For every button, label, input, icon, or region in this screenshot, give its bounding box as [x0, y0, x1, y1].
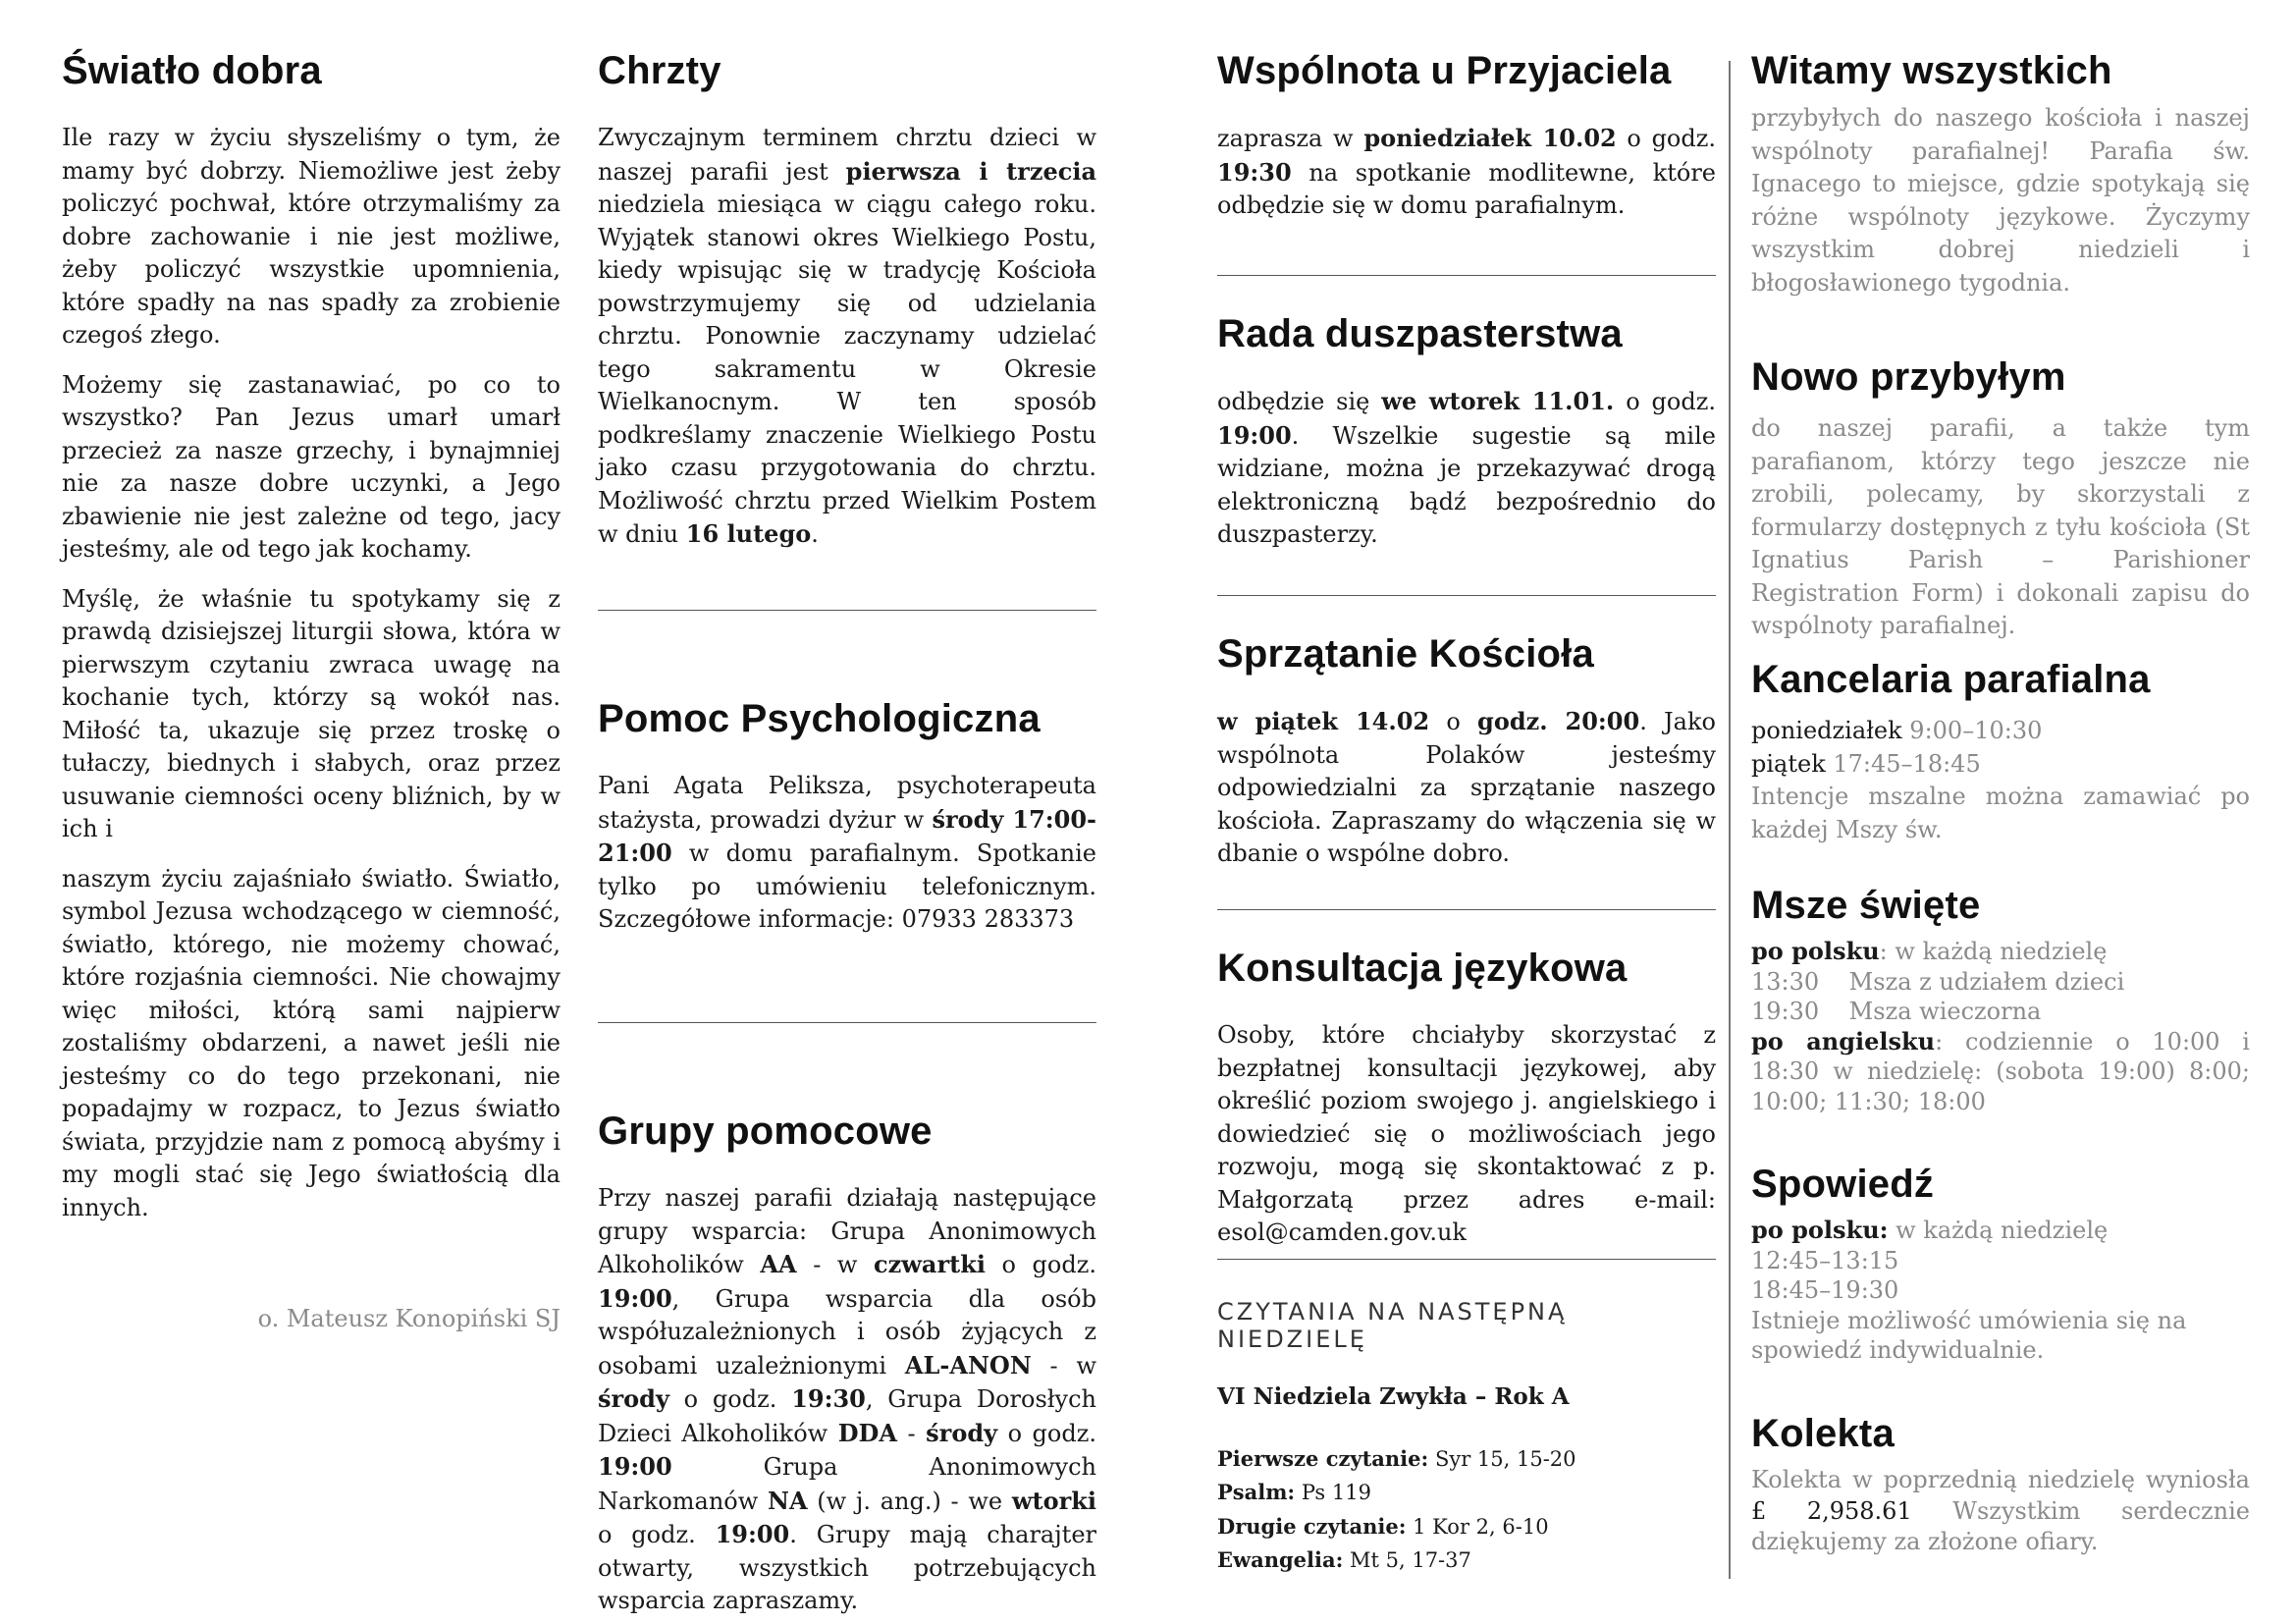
section-title-wspolnota: Wspólnota u Przyjaciela — [1217, 49, 1672, 92]
konsultacja-text: Osoby, które chciałyby skorzystać z bezpłatnej konsultacji językowej, aby określić poziom swojego j. angielskiego i dowiedzieć się o możliwościach jego rozwoju, mogą się skontaktować z p. Małgorzatą przez adres e-mail: esol@camden.gov.uk — [1217, 1021, 1716, 1246]
section-spowiedz — [1751, 1163, 2250, 1366]
kancelaria-line-2: piątek 17:45–18:45 — [1751, 749, 1981, 778]
section-rada — [1217, 312, 1716, 552]
grupy-text: Przy naszej parafii działają następujące grupy wsparcia: Grupa Anonimowych Alkoholików AA - w czwartki o godz. 19:00, Grupa wsparcia dla osób współuzależnionych i osób żyjących z osobami uzależnionymi AL-ANON - w środy o godz. 19:30, Grupa Dorosłych Dzieci Alkoholików DDA - środy o godz. 19:00 Grupa Anonimowych Narkomanów NA (w j. ang.) - we wtorki o godz. 19:00. Grupy mają charajter otwarty, wszystkich potrzebujących wsparcia zapraszamy. — [598, 1184, 1097, 1614]
divider — [1217, 909, 1716, 910]
section-title-grupy-pomocowe: Grupy pomocowe — [598, 1110, 933, 1153]
msze-line-1: po polsku: w każdą niedzielę — [1751, 937, 2108, 965]
reading-1: Pierwsze czytanie: Syr 15, 15-20 — [1217, 1445, 1576, 1471]
section-wspolnota — [1217, 49, 1716, 223]
divider — [598, 1022, 1096, 1023]
reading-4: Ewangelia: Mt 5, 17-37 — [1217, 1547, 1471, 1572]
section-sprzatanie — [1217, 632, 1716, 871]
paragraph-2: Możemy się zastanawiać, po co to wszystko? Pan Jezus umarł umarł przecież za nasze grzechy, i bynajmniej nie za nasze dobre uczynki, a Jego zbawienie nie jest zależne od tego, jacy jesteśmy, ale od tego jak kochamy. — [62, 370, 561, 563]
signature: o. Mateusz Konopiński SJ — [257, 1305, 561, 1332]
section-title-rada-duszpasterstwa: Rada duszpasterstwa — [1217, 312, 1623, 355]
kancelaria-line-1: poniedziałek 9:00–10:30 — [1751, 717, 2043, 744]
witamy-text: przybyłych do naszego kościoła i naszej wspólnoty parafialnej! Parafia św. Ignacego to miejsce, gdzie spotykają się różne wspólnoty językowe. Życzymy wszystkim dobrej niedzieli i błogosławionego tygodnia. — [1751, 104, 2250, 297]
divider — [1217, 595, 1716, 596]
column-2 — [598, 49, 1097, 1614]
spowiedz-line-3: 18:45–19:30 — [1751, 1276, 1899, 1304]
paragraph-4: naszym życiu zajaśniało światło. Światło, symbol Jezusa wchodzącego w ciemność, światło, którego, nie możemy chować, które rozjaśnia ciemności. Nie chowajmy więc miłości, którą sami najpierw zostaliśmy obdarzeni, a nawet jeśli nie jesteśmy co do tego przekonani, nie popadajmy w rozpacz, to Jezus światło świata, przyjdzie nam z pomocą abyśmy i my mogli stać się Jego światłością dla innych. — [62, 864, 561, 1221]
reading-3: Drugie czytanie: 1 Kor 2, 6-10 — [1217, 1513, 1549, 1539]
section-title-konsultacja-jezykowa: Konsultacja językowa — [1217, 947, 1628, 990]
column-1 — [62, 49, 561, 1332]
kolekta-text: Kolekta w poprzednią niedzielę wyniosła £ 2,958.61 Wszystkim serdecznie dziękujemy za złożone ofiary. — [1751, 1466, 2250, 1555]
section-title-kancelaria: Kancelaria parafialna — [1751, 658, 2151, 701]
sprzatanie-text: w piątek 14.02 o godz. 20:00. Jako wspólnota Polaków jesteśmy odpowiedzialni za sprzątanie naszego kościoła. Zapraszamy do włączenia się w dbanie o wspólne dobro. — [1217, 707, 1716, 867]
divider — [1217, 275, 1716, 276]
vertical-divider — [1729, 61, 1731, 1579]
nowo-text: do naszej parafii, a także tym parafianom, którzy tego jeszcze nie zrobili, polecamy, by skorzystali z formularzy dostępnych z tyłu kościoła (St Ignatius Parish – Parishioner Registration Form) i dokonali zapisu do wspólnoty parafialnej. — [1751, 414, 2250, 639]
section-grupy — [598, 1110, 1096, 1618]
kancelaria-line-3: Intencje mszalne można zamawiać po każdej Mszy św. — [1751, 783, 2250, 843]
divider — [598, 610, 1096, 611]
section-title-kolekta: Kolekta — [1751, 1412, 1895, 1455]
section-title-swiatlo-dobra: Światło dobra — [62, 49, 322, 92]
spowiedz-line-1: po polsku: w każdą niedzielę — [1751, 1216, 2109, 1244]
section-title-spowiedz: Spowiedź — [1751, 1163, 1935, 1206]
section-czytania — [1217, 1298, 1716, 1578]
column-4 — [1751, 49, 2250, 1581]
msze-line-4: po angielsku: codziennie o 10:00 i 18:30 w niedzielę: (sobota 19:00) 8:00; 10:00; 11:30; 18:00 — [1751, 1026, 2250, 1115]
section-msze — [1751, 884, 2250, 1116]
section-title-pomoc-psychologiczna: Pomoc Psychologiczna — [598, 697, 1041, 740]
czytania-heading: CZYTANIA NA NASTĘPNĄ NIEDZIELĘ — [1217, 1298, 1568, 1353]
czytania-sunday: VI Niedziela Zwykła – Rok A — [1217, 1383, 1570, 1410]
section-kolekta — [1751, 1412, 2250, 1558]
spowiedz-line-2: 12:45–13:15 — [1751, 1246, 1899, 1274]
divider — [1217, 1259, 1716, 1260]
section-nowo — [1751, 355, 2250, 643]
wspolnota-text: zaprasza w poniedziałek 10.02 o godz. 19:30 na spotkanie modlitewne, które odbędzie się w domu parafialnym. — [1217, 124, 1717, 219]
reading-2: Psalm: Ps 119 — [1217, 1480, 1371, 1504]
column-3 — [1217, 49, 1716, 1581]
section-title-chrzty: Chrzty — [598, 49, 721, 92]
paragraph-1: Ile razy w życiu słyszeliśmy o tym, że mamy być dobrzy. Niemożliwe jest żeby policzyć pochwał, które otrzymaliśmy za dobre zachowanie i nie jest możliwe, żeby policzyć wszystkie upomnienia, które spadły na nas spadły za zrobienie czegoś złego. — [62, 124, 561, 349]
pomoc-text: Pani Agata Peliksza, psychoterapeuta stażysta, prowadzi dyżur w środy 17:00-21:00 w domu parafialnym. Spotkanie tylko po umówieniu telefonicznym. Szczegółowe informacje: 07933 283373 — [598, 772, 1096, 933]
msze-line-2: 13:30 Msza z udziałem dzieci — [1751, 967, 2125, 996]
section-pomoc — [598, 697, 1096, 937]
section-title-msze-swiete: Msze święte — [1751, 884, 1981, 927]
section-title-nowo-przybylym: Nowo przybyłym — [1751, 355, 2066, 399]
spowiedz-line-4: Istnieje możliwość umówienia się na spowiedź indywidualnie. — [1751, 1306, 2187, 1364]
section-kancelaria — [1751, 658, 2250, 846]
chrzty-text: Zwyczajnym terminem chrztu dzieci w naszej parafii jest pierwsza i trzecia niedziela miesiąca w ciągu całego roku. Wyjątek stanowi okres Wielkiego Postu, kiedy wpisując się w tradycję Kościoła powstrzymujemy się od udzielania chrztu. Ponownie zaczynamy udzielać tego sakramentu w Okresie Wielkanocnym. W ten sposób podkreślamy znaczenie Wielkiego Postu jako czasu przygotowania do chrztu. Możliwość chrztu przed Wielkim Postem w dniu 16 lutego. — [598, 124, 1096, 548]
msze-line-3: 19:30 Msza wieczorna — [1751, 998, 2042, 1025]
section-chrzty — [598, 49, 1096, 552]
rada-text: odbędzie się we wtorek 11.01. o godz. 19:00. Wszelkie sugestie są mile widziane, można je przekazywać drogą elektroniczną bądź bezpośrednio do duszpasterzy. — [1217, 387, 1717, 548]
paragraph-3: Myślę, że właśnie tu spotykamy się z prawdą dzisiejszej liturgii słowa, która w pierwszym czytaniu zwraca uwagę na kochanie tych, którzy są wokół nas. Miłość ta, ukazuje się przez troskę o tułaczy, biednych i słabych, oraz przez usuwanie ciemności oceny bliźnich, by w ich i — [62, 584, 561, 842]
section-konsultacja — [1217, 947, 1716, 1250]
section-title-witamy: Witamy wszystkich — [1751, 49, 2112, 92]
section-witamy — [1751, 49, 2250, 299]
section-title-sprzatanie-kosciola: Sprzątanie Kościoła — [1217, 632, 1594, 676]
